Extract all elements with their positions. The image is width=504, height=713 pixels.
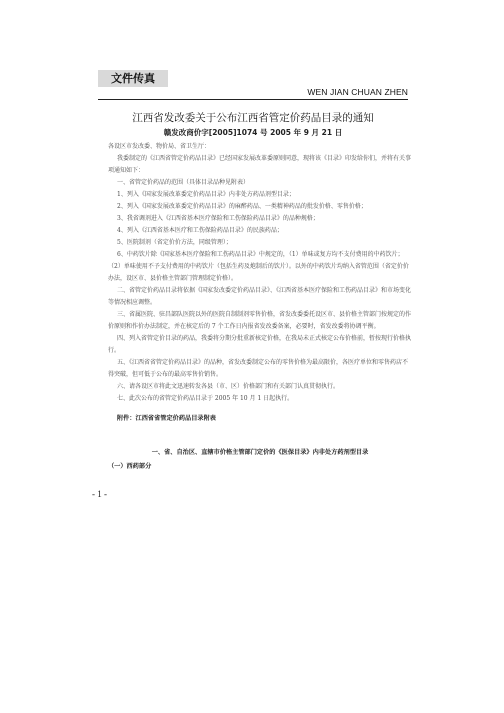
paragraph: 六、请各设区市将此文迅速转发各县（市、区）价格部门和有关部门认真贯彻执行。 [117,383,340,390]
header-english-title: WEN JIAN CHUAN ZHEN [307,87,408,97]
paragraph: 各设区市发改委、物价局、省卫生厅： [108,143,211,150]
paragraph: 2、列入《国家发展改革委定价药品目录》的麻醉药品、一类精神药品的批发价格、零售价格； [117,203,367,210]
paragraph: 我委制定的《江西省管定价药品目录》已经国家发展改革委原则同意，现将该《目录》印发给你们，并将有关事项通知如下： [108,155,412,174]
paragraph: 4、列入《江西省基本医疗和工伤保险药品目录》的民族药品； [117,227,283,234]
document-type-tag: 文件传真 [98,70,168,87]
section-heading: 一、省、自治区、直辖市价格主管部门定价的《医保目录》内非处方药剂型目录 [151,449,369,456]
paragraph: 七、此次公布的省管定价药品目录于 2005 年 10 月 1 日起执行。 [117,395,294,402]
paragraph: 1、列入《国家发展改革委定价药品目录》内非处方药品剂型目录； [117,191,295,198]
paragraph: 五、《江西省省管定价药品目录》的品种，省发改委制定公布的零售价格为最高限价，各医疗单位和零售药店不得突破，但可低于公布的最高零售价销售。 [108,359,409,378]
subsection-heading: （一）西药部分 [108,463,152,470]
paragraph: 三、省属医院、驻昌部队医院以外的医院自制制剂零售价格，省发改委委托设区市、县价格主管部门按规定的作价原则和作价办法制定，并在核定后的 7 个工作日内报省发改委备案，必要时，省发改委将协调平衡。 [108,311,412,330]
document-title: 江西省发改委关于公布江西省管定价药品目录的通知 [132,112,374,124]
paragraph: 5、医院制剂（省定价价方法，同级管理）； [117,239,232,246]
header-rule [98,99,408,100]
paragraph: 3、我省调剂进入《江西省基本医疗保险和工伤保险药品目录》的品种规格； [117,215,319,222]
paragraph: 四、列入省管定价目录的药品，我委将分期分批重新核定价格，在我局未正式核定公布价格前，暂按现行价格执行。 [108,335,412,354]
page-number: - 1 - [92,489,107,499]
paragraph: 一、省管定价药品的范围（具体目录品种见附表） [117,179,250,186]
paragraph: 6、中药饮片除《国家基本医疗保险和工伤药品目录》中规定的，（1）单味或复方均不支付费用的中药饮片；（2）单味使用不予支付费用的中药饮片（包括生药及炮制后的饮片）。以外的中药饮片均纳入省管范围（省定价价办法，设区市、县价格主管部门管理制定价格）。 [108,251,409,282]
attachment-note: 附件：江西省省管定价药品目录附表 [117,415,216,422]
paragraph: 二、省管定价药品目录将依据《国家发改委定价药品目录》、《江西省基本医疗保险和工伤药品目录》和市场变化等情况相应调整。 [108,287,412,306]
document-number: 赣发改商价字[2005]1074 号 2005 年 9 月 21 日 [163,128,343,137]
document-body [108,141,412,405]
